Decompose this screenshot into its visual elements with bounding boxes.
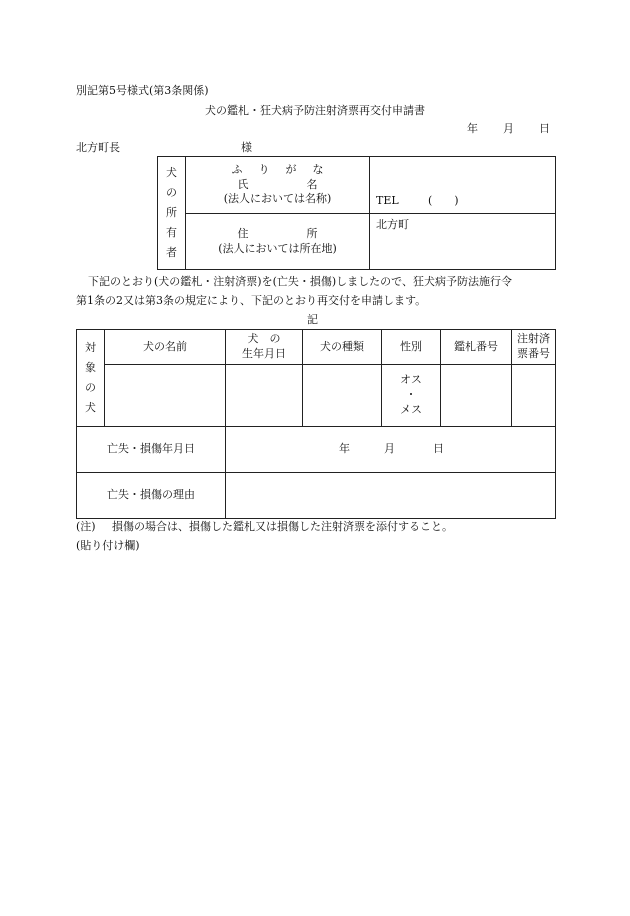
header-breed: 犬の種類 bbox=[303, 330, 382, 365]
dog-table bbox=[76, 329, 556, 519]
dog-side-label bbox=[77, 330, 105, 427]
date-year: 年 bbox=[467, 122, 478, 135]
dog-side-char: 犬 bbox=[85, 401, 96, 414]
name-note: (法人においては名称) bbox=[223, 192, 332, 206]
paste-area-label: (貼り付け欄) bbox=[76, 539, 140, 552]
date-month: 月 bbox=[503, 122, 514, 135]
address-label bbox=[238, 227, 318, 242]
furigana-char: ふ bbox=[231, 162, 243, 176]
addressee-name: 北方町長 bbox=[76, 141, 120, 154]
ki-label: 記 bbox=[307, 313, 318, 326]
owner-table bbox=[157, 156, 556, 270]
name-label bbox=[238, 178, 318, 193]
name-input-cell[interactable] bbox=[370, 157, 556, 214]
owner-side-char: の bbox=[166, 186, 177, 199]
loss-date-field[interactable] bbox=[226, 427, 556, 473]
owner-side-char: 犬 bbox=[166, 166, 177, 179]
header-sex: 性別 bbox=[382, 330, 441, 365]
sex-separator: ・ bbox=[405, 388, 417, 402]
name-label-cell bbox=[186, 157, 370, 214]
form-title: 犬の鑑札・狂犬病予防注射済票再交付申請書 bbox=[205, 104, 425, 117]
header-license-number: 鑑札番号 bbox=[441, 330, 512, 365]
address-prefill: 北方町 bbox=[376, 218, 409, 231]
dog-side-char: の bbox=[85, 381, 96, 394]
header-vaccine-number bbox=[512, 330, 556, 365]
date-day: 日 bbox=[539, 122, 550, 135]
owner-side-char: 者 bbox=[166, 246, 177, 259]
address-char: 所 bbox=[306, 226, 318, 240]
name-char: 名 bbox=[306, 177, 318, 191]
header-birth-line1: 犬 の bbox=[247, 332, 281, 346]
dog-breed-field[interactable] bbox=[303, 365, 382, 427]
vaccine-number-field[interactable] bbox=[512, 365, 556, 427]
header-vaccine-line2: 票番号 bbox=[517, 347, 550, 360]
address-note: (法人においては所在地) bbox=[218, 241, 337, 255]
dog-birthdate-field[interactable] bbox=[226, 365, 303, 427]
body-text-line-2: 第1条の2又は第3条の規定により、下記のとおり再交付を申請します。 bbox=[76, 294, 427, 307]
header-dog-name: 犬の名前 bbox=[105, 330, 226, 365]
addressee-honorific: 様 bbox=[241, 141, 252, 154]
header-birthdate bbox=[226, 330, 303, 365]
furigana-char: な bbox=[312, 162, 324, 176]
furigana-char: り bbox=[258, 162, 270, 176]
owner-side-char: 有 bbox=[166, 226, 177, 239]
sex-option-male[interactable]: オス bbox=[400, 373, 422, 387]
loss-reason-field[interactable] bbox=[226, 473, 556, 519]
dog-sex-field[interactable] bbox=[382, 365, 441, 427]
name-char: 氏 bbox=[237, 177, 249, 191]
note-text: 損傷の場合は、損傷した鑑札又は損傷した注射済票を添付すること。 bbox=[112, 520, 453, 533]
tel-parens: ( ) bbox=[428, 194, 459, 208]
address-char: 住 bbox=[237, 226, 249, 240]
dog-side-char: 象 bbox=[85, 361, 96, 374]
loss-date-day: 日 bbox=[433, 442, 444, 455]
furigana-char: が bbox=[285, 162, 297, 176]
address-label-cell bbox=[186, 214, 370, 270]
loss-date-label: 亡失・損傷年月日 bbox=[77, 427, 226, 473]
loss-date-year: 年 bbox=[339, 442, 350, 455]
header-vaccine-line1: 注射済 bbox=[517, 332, 550, 346]
dog-side-char: 対 bbox=[85, 341, 96, 354]
header-birth-line2: 生年月日 bbox=[242, 347, 286, 360]
address-input-cell[interactable] bbox=[370, 214, 556, 270]
license-number-field[interactable] bbox=[441, 365, 512, 427]
owner-side-label bbox=[158, 157, 186, 270]
owner-side-char: 所 bbox=[166, 206, 177, 219]
loss-date-month: 月 bbox=[384, 442, 395, 455]
loss-reason-label: 亡失・損傷の理由 bbox=[77, 473, 226, 519]
dog-name-field[interactable] bbox=[105, 365, 226, 427]
body-text-line-1: 下記のとおり(犬の鑑札・注射済票)を(亡失・損傷)しましたので、狂犬病予防法施行令 bbox=[88, 275, 512, 288]
sex-option-female[interactable]: メス bbox=[400, 402, 422, 416]
note-prefix: (注) bbox=[76, 520, 96, 533]
form-number: 別記第5号様式(第3条関係) bbox=[76, 84, 209, 97]
tel-label: TEL bbox=[376, 194, 399, 208]
furigana-label bbox=[232, 163, 324, 178]
